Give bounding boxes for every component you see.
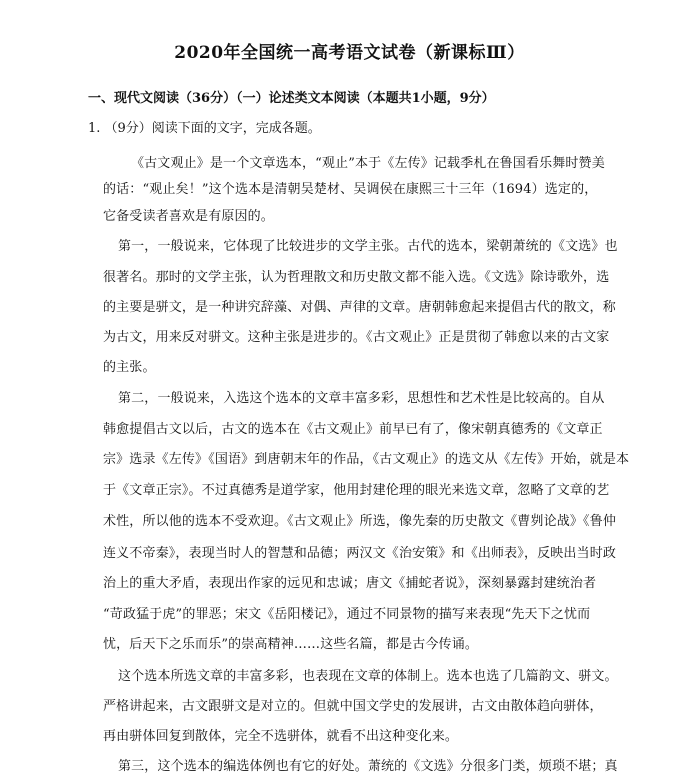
page-title: 2020年全国统一高考语文试卷（新课标Ⅲ） xyxy=(174,43,525,63)
section-heading: 一、现代文阅读（36分）（一）论述类文本阅读（本题共1小题，9分） xyxy=(88,91,495,106)
passage-line: 宗》选录《左传》《国语》到唐朝末年的作品，《古文观止》的选文从《左传》开始，就是本 xyxy=(103,452,630,467)
passage-line: “苛政猛于虎”的罪恶；宋文《岳阳楼记》，通过不同景物的描写来表现“先天下之忧而 xyxy=(103,607,591,622)
passage-line: 严格讲起来，古文跟骈文是对立的。但就中国文学史的发展讲，古文由散体趋向骈体， xyxy=(103,699,603,714)
passage-line: 它备受读者喜欢是有原因的。 xyxy=(103,209,274,224)
passage-line: 这个选本所选文章的丰富多彩，也表现在文章的体制上。选本也选了几篇韵文、骈文。 xyxy=(118,669,618,684)
passage-line: 很著名。那时的文学主张，认为哲理散文和历史散文都不能入选。《文选》除诗歌外，选 xyxy=(103,270,610,285)
passage-line: 治上的重大矛盾，表现出作家的远见和忠诚；唐文《捕蛇者说》，深刻暴露封建统治者 xyxy=(103,576,597,591)
passage-line: 第一，一般说来，它体现了比较进步的文学主张。古代的选本，梁朝萧统的《文选》也 xyxy=(118,239,618,254)
passage-line: 韩愈提倡古文以后，古文的选本在《古文观止》前早已有了，像宋朝真德秀的《文章正 xyxy=(103,422,603,437)
passage-line: 术性，所以他的选本不受欢迎。《古文观止》所选，像先秦的历史散文《曹刿论战》《鲁仲 xyxy=(103,514,617,529)
passage-line: 于《文章正宗》。不过真德秀是道学家，他用封建伦理的眼光来选文章，忽略了文章的艺 xyxy=(103,483,610,498)
passage-line: 连义不帝秦》，表现当时人的智慧和品德；两汉文《治安策》和《出师表》，反映出当时政 xyxy=(103,546,617,561)
passage-line: 的话：“观止矣！”这个选本是清朝吴楚材、吴调侯在康熙三十三年（1694）选定的， xyxy=(103,182,598,197)
passage-line: 忧，后天下之乐而乐”的崇高精神……这些名篇，都是古今传诵。 xyxy=(103,637,478,652)
passage-line: 再由骈体回复到散体，完全不选骈体，就看不出这种变化来。 xyxy=(103,729,459,744)
question-intro: 1. （9分）阅读下面的文字，完成各题。 xyxy=(88,121,321,136)
passage-line: 为古文，用来反对骈文。这种主张是进步的。《古文观止》正是贯彻了韩愈以来的古文家 xyxy=(103,330,610,345)
passage-line: 的主张。 xyxy=(103,360,156,375)
passage-line: 第二，一般说来，入选这个选本的文章丰富多彩，思想性和艺术性是比较高的。自从 xyxy=(118,391,605,406)
passage-line: 第三，这个选本的编选体例也有它的好处。萧统的《文选》分很多门类，烦琐不堪；真 xyxy=(118,759,618,774)
passage-line: 《古文观止》是一个文章选本，“观止”本于《左传》记载季札在鲁国看乐舞时赞美 xyxy=(131,156,605,171)
passage-line: 的主要是骈文，是一种讲究辞藻、对偶、声律的文章。唐朝韩愈起来提倡古代的散文，称 xyxy=(103,300,616,315)
